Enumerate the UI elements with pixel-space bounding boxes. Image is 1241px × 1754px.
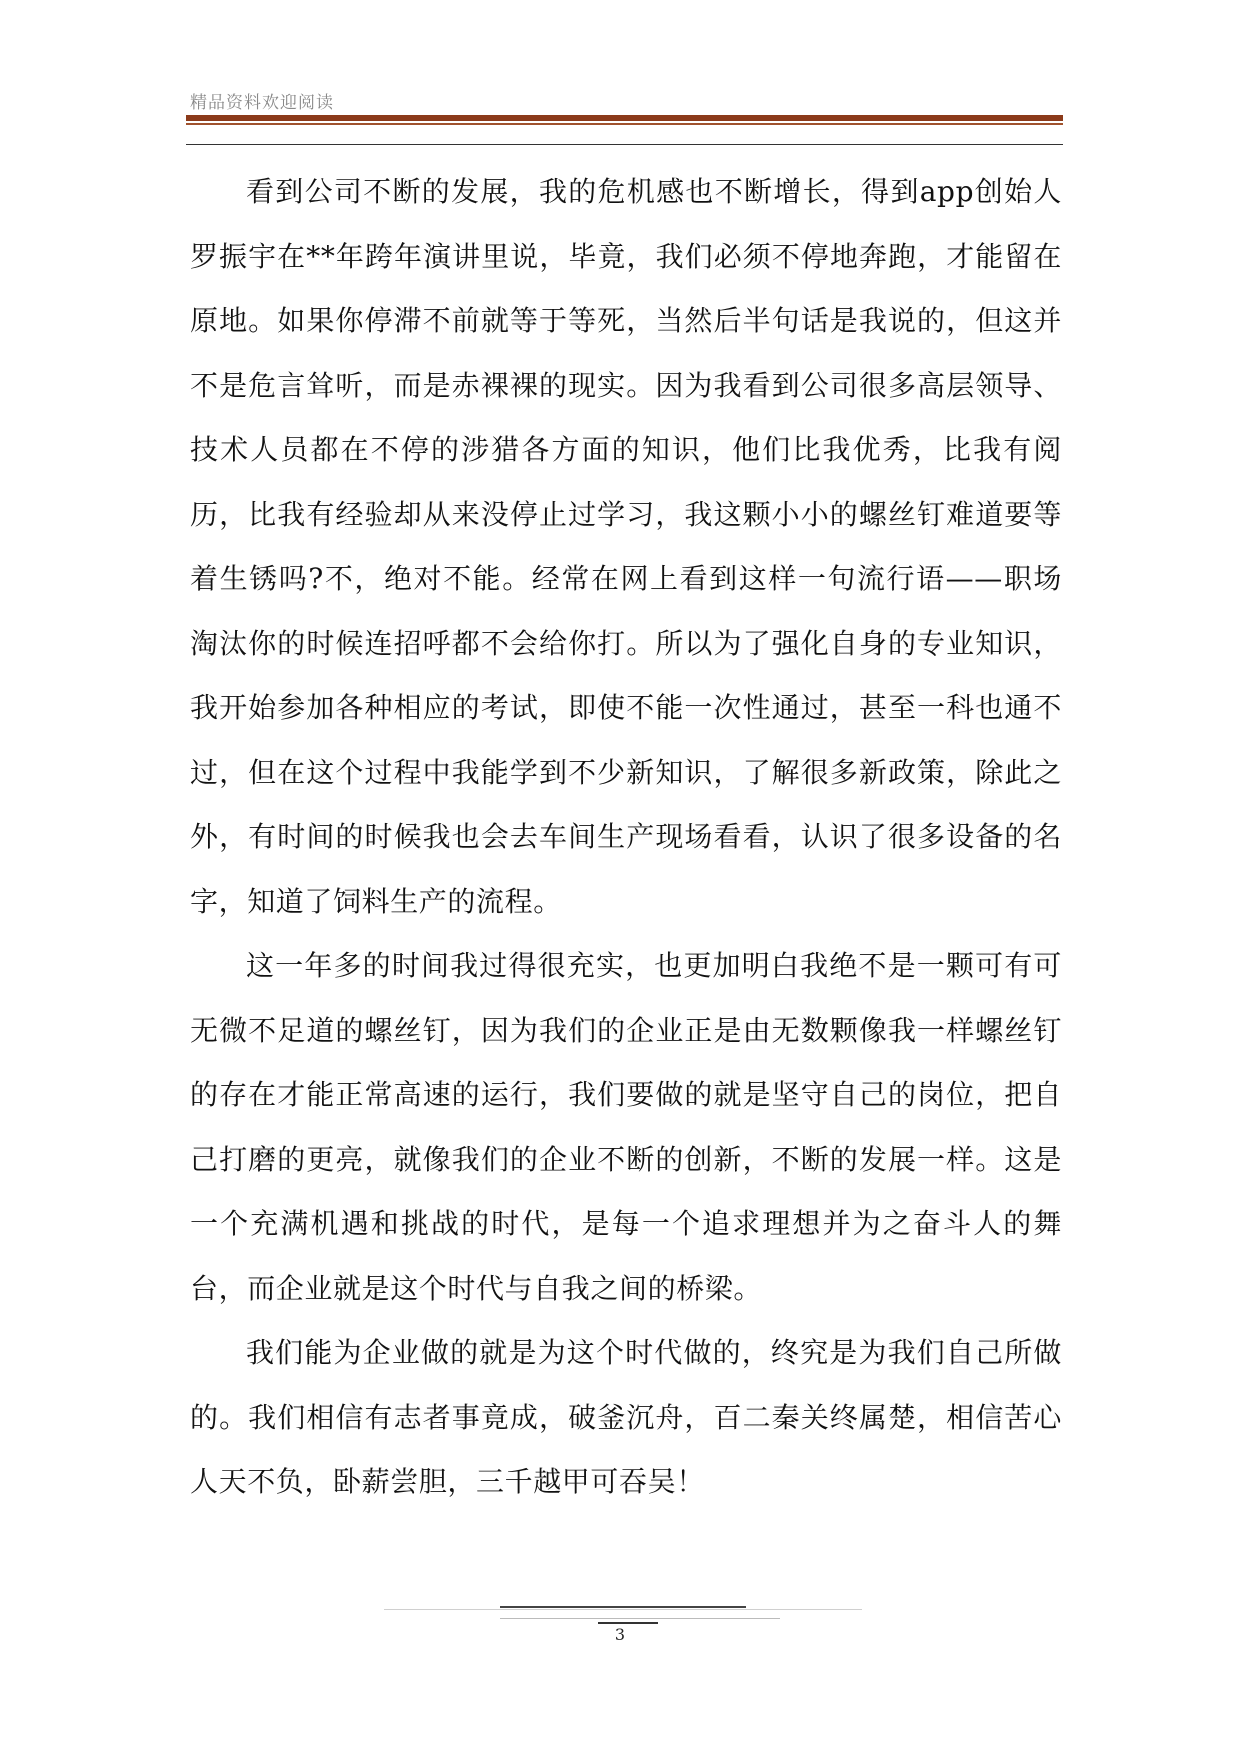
- header-rule-secondary: [186, 123, 1063, 125]
- page-header-title: 精品资料欢迎阅读: [190, 93, 334, 113]
- paragraph-1: 看到公司不断的发展，我的危机感也不断增长，得到app创始人罗振宇在**年跨年演讲里说，毕竟，我们必须不停地奔跑，才能留在原地。如果你停滞不前就等于等死，当然后半句话是我说的，但这并不是危言耸听，而是赤裸裸的现实。因为我看到公司很多高层领导、技术人员都在不停的涉猎各方面的知识，他们比我优秀，比我有阅历，比我有经验却从来没停止过学习，我这颗小小的螺丝钉难道要等着生锈吗?不，绝对不能。经常在网上看到这样一句流行语——职场淘汰你的时候连招呼都不会给你打。所以为了强化自身的专业知识，我开始参加各种相应的考试，即使不能一次性通过，甚至一科也通不过，但在这个过程中我能学到不少新知识，了解很多新政策，除此之外，有时间的时候我也会去车间生产现场看看，认识了很多设备的名字，知道了饲料生产的流程。: [190, 175, 1062, 918]
- footer-rule-light: [500, 1618, 780, 1619]
- footer-rule-short: [598, 1622, 658, 1624]
- paragraph-3: 我们能为企业做的就是为这个时代做的，终究是为我们自己所做的。我们相信有志者事竟成，破釜沉舟，百二秦关终属楚，相信苦心人天不负，卧薪尝胆，三千越甲可吞吴！: [190, 1336, 1062, 1498]
- paragraph-2: 这一年多的时间我过得很充实，也更加明白我绝不是一颗可有可无微不足道的螺丝钉，因为我们的企业正是由无数颗像我一样螺丝钉的存在才能正常高速的运行，我们要做的就是坚守自己的岗位，把自己打磨的更亮，就像我们的企业不断的创新，不断的发展一样。这是一个充满机遇和挑战的时代，是每一个追求理想并为之奋斗人的舞台，而企业就是这个时代与自我之间的桥梁。: [190, 949, 1062, 1305]
- page-number: 3: [614, 1625, 626, 1644]
- body-text: [190, 160, 1062, 1515]
- header-rule-thick: [186, 115, 1063, 121]
- header-rule-thin: [186, 144, 1063, 145]
- footer-rule-wide: [384, 1609, 862, 1610]
- footer-rule-dark: [500, 1606, 746, 1608]
